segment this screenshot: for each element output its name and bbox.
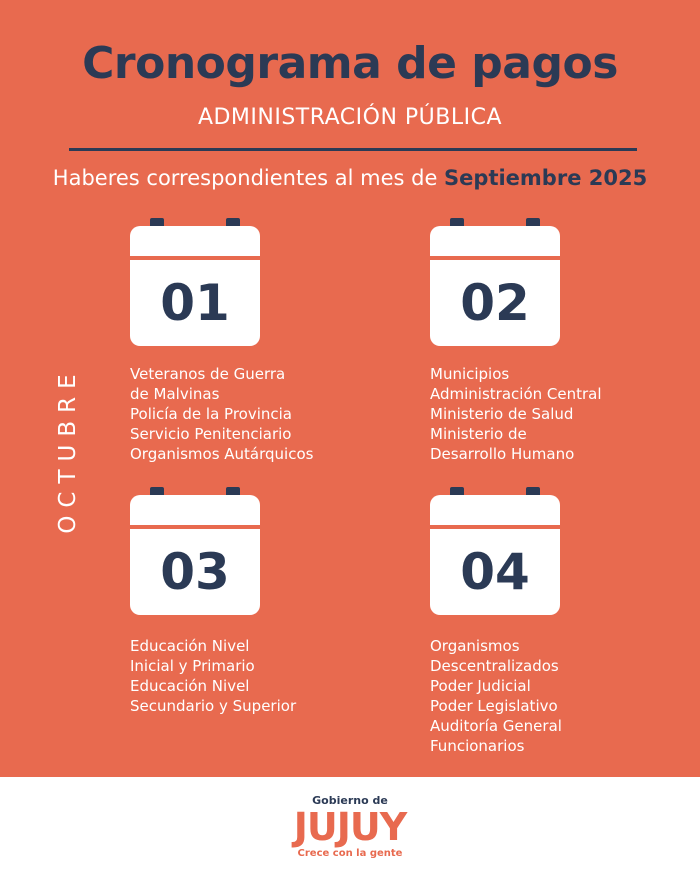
calendar-day-03 <box>130 487 260 615</box>
day-01-list <box>130 364 313 464</box>
footer <box>0 777 700 875</box>
list-item: Poder Judicial <box>430 677 531 695</box>
list-item: Desarrollo Humano <box>430 445 575 463</box>
list-item: Administración Central <box>430 385 602 403</box>
logo-top-text: Gobierno de <box>312 794 388 807</box>
period-line <box>0 166 700 190</box>
day-04-list <box>430 636 562 756</box>
list-item: Auditoría General <box>430 717 562 735</box>
list-item: Inicial y Primario <box>130 657 255 675</box>
list-item: Ministerio de <box>430 425 527 443</box>
calendar-day-number: 03 <box>130 529 260 615</box>
logo-tagline: Crece con la gente <box>297 848 403 859</box>
list-item: Educación Nivel <box>130 677 250 695</box>
list-item: Municipios <box>430 365 510 383</box>
list-item: Policía de la Provincia <box>130 405 292 423</box>
calendar-day-01 <box>130 218 260 346</box>
list-item: Organismos Autárquicos <box>130 445 314 463</box>
day-03-list <box>130 636 296 716</box>
calendar-day-02 <box>430 218 560 346</box>
list-item: Secundario y Superior <box>130 697 297 715</box>
period-prefix: Haberes correspondientes al mes de <box>52 166 445 190</box>
title-divider <box>69 148 637 151</box>
list-item: de Malvinas <box>130 385 220 403</box>
list-item: Servicio Penitenciario <box>130 425 292 443</box>
calendar-day-04 <box>430 487 560 615</box>
page-title: Cronograma de pagos <box>82 38 618 89</box>
period-month: Septiembre 2025 <box>444 166 648 190</box>
month-label: OCTUBRE <box>55 366 81 534</box>
calendar-top <box>130 226 260 256</box>
page-subtitle: ADMINISTRACIÓN PÚBLICA <box>197 105 503 130</box>
list-item: Funcionarios <box>430 737 525 755</box>
calendar-day-number: 04 <box>430 529 560 615</box>
jujuy-logo: JUJUY <box>293 805 407 849</box>
calendar-top <box>430 226 560 256</box>
list-item: Educación Nivel <box>130 637 250 655</box>
calendar-top <box>430 495 560 525</box>
day-02-list <box>430 364 602 464</box>
vertical-month-label <box>48 355 88 545</box>
calendar-day-number: 01 <box>130 260 260 346</box>
list-item: Veteranos de Guerra <box>130 365 286 383</box>
list-item: Poder Legislativo <box>430 697 558 715</box>
list-item: Organismos <box>430 637 520 655</box>
calendar-day-number: 02 <box>430 260 560 346</box>
calendar-top <box>130 495 260 525</box>
list-item: Descentralizados <box>430 657 559 675</box>
list-item: Ministerio de Salud <box>430 405 574 423</box>
